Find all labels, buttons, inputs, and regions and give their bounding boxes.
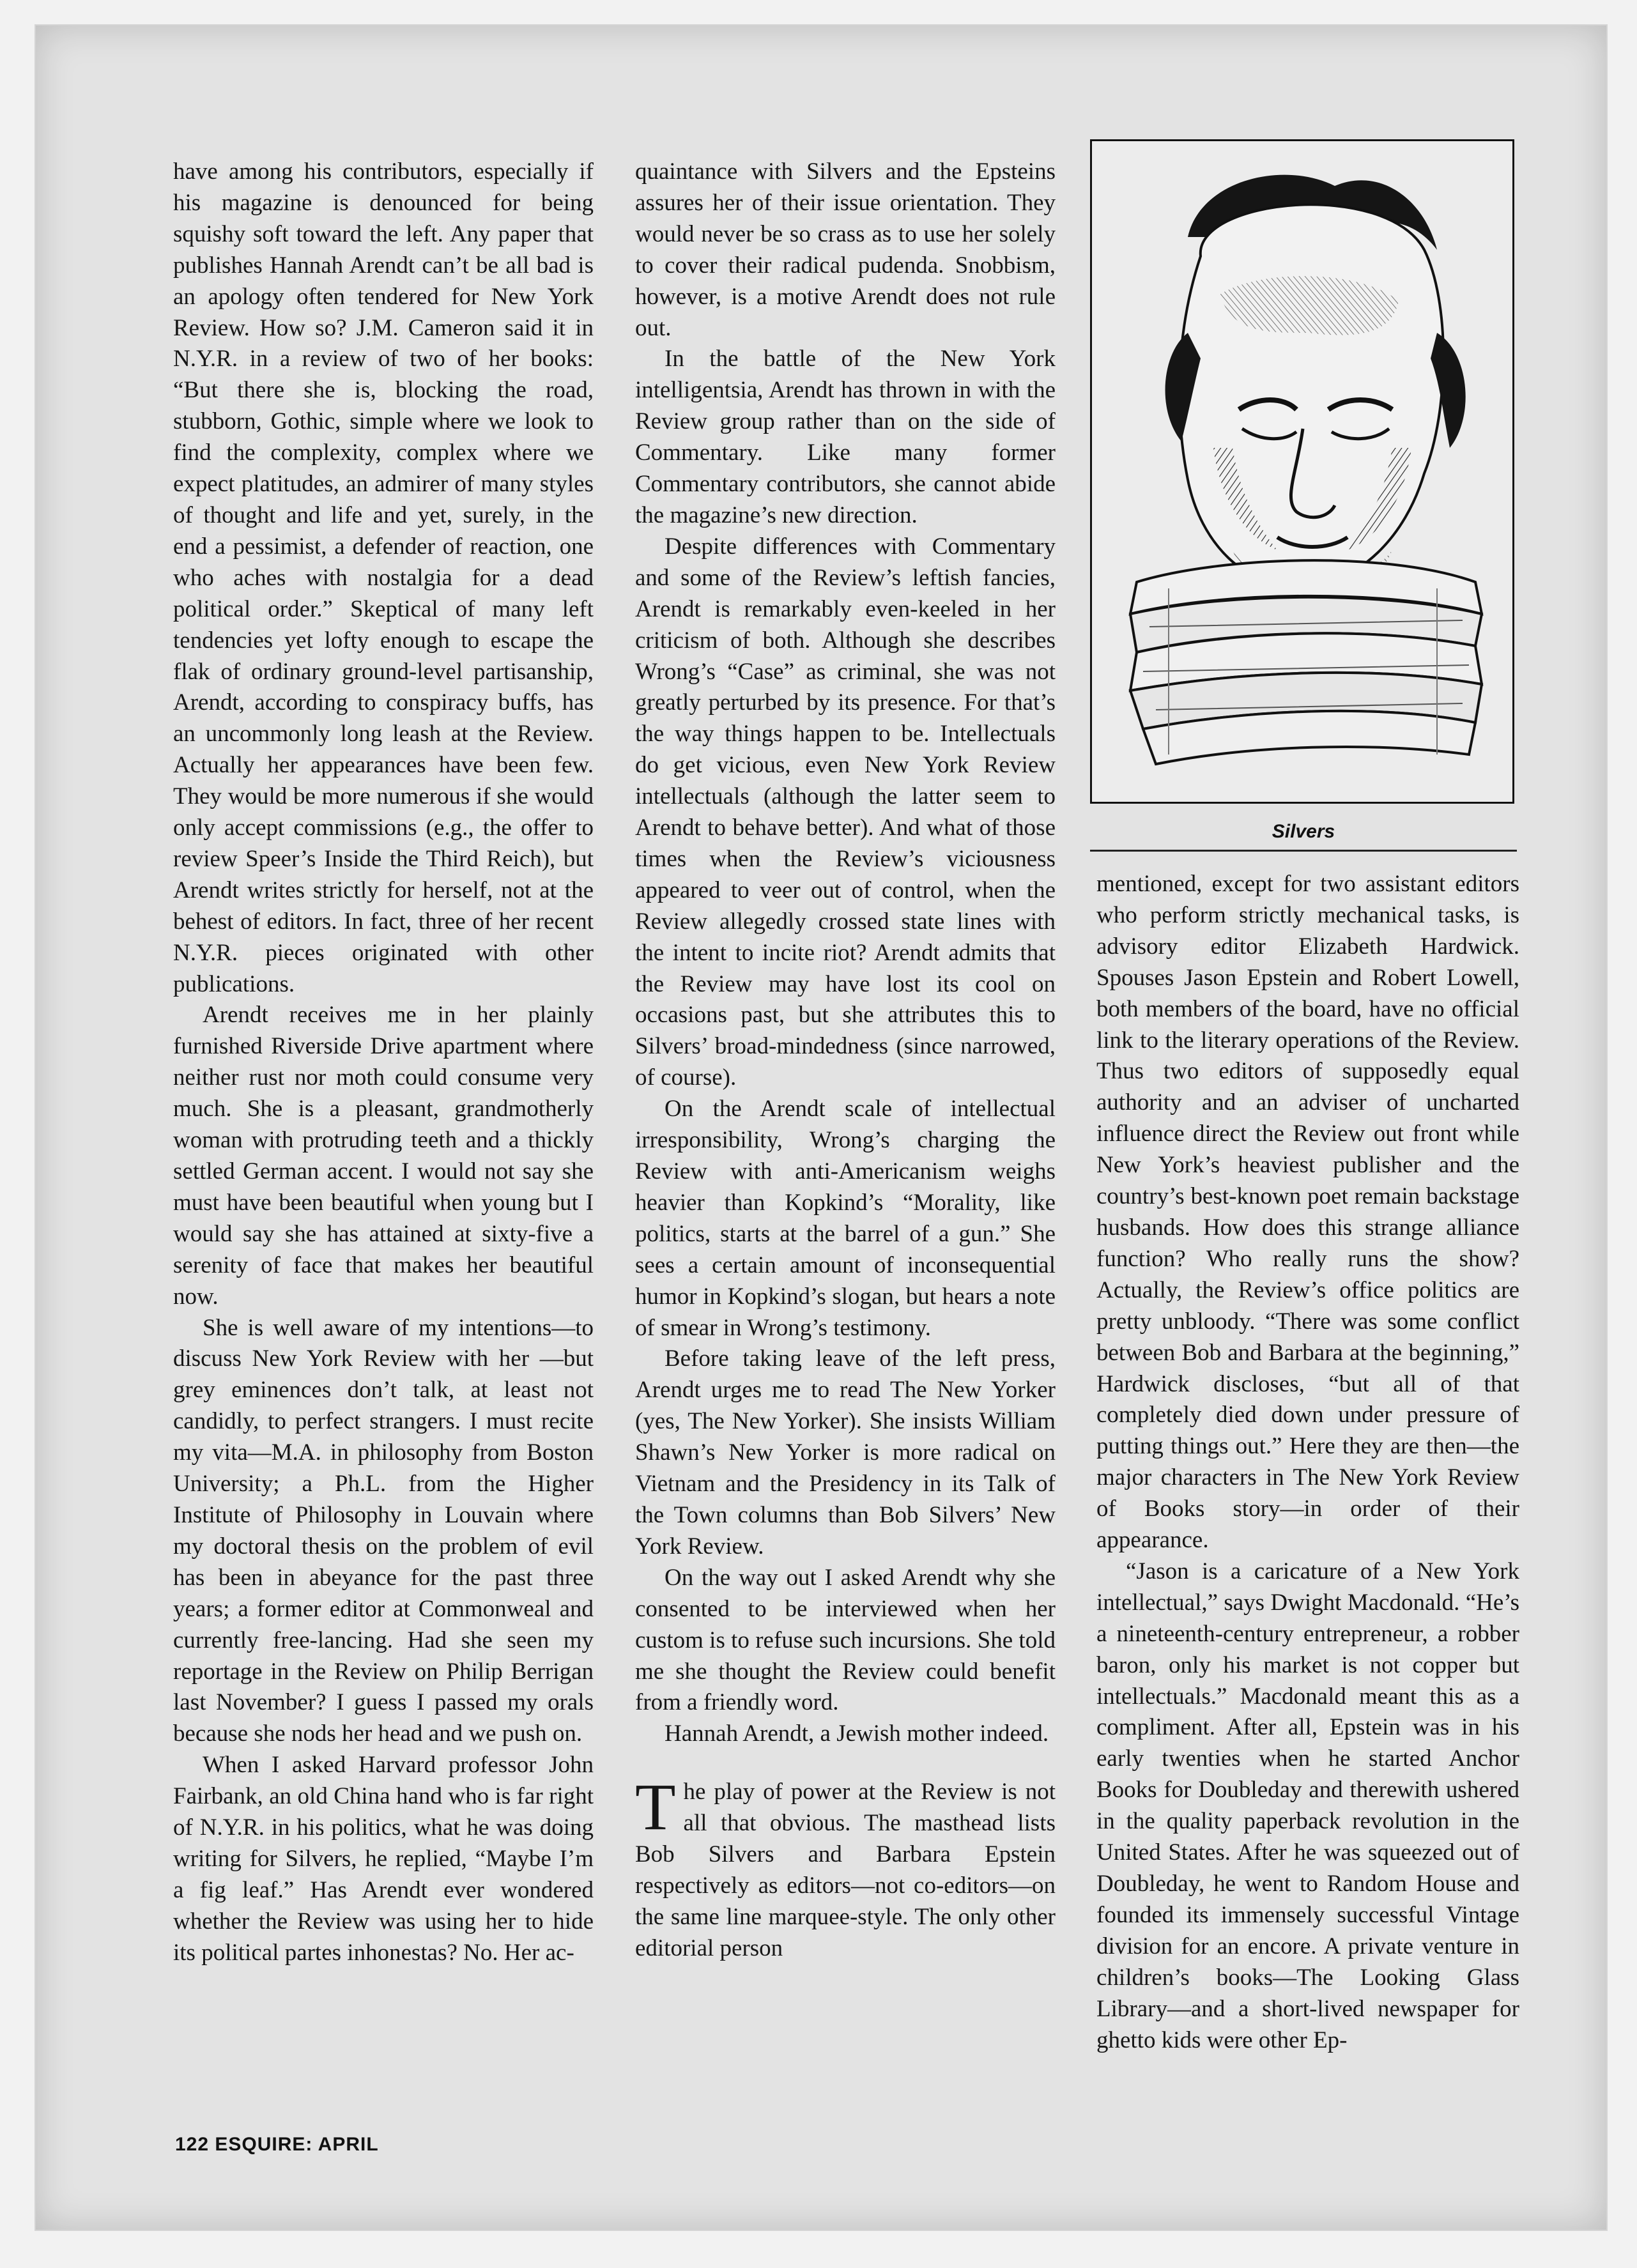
paragraph: mentioned, except for two assistant editors who perform strictly mechanical tasks, is advisory editor Elizabeth Hardwick. Spouses Jason Epstein and Robert Lowell, both members of the board, have no official link to the literary operations of the Review. Thus two editors of supposedly equal authority and an adviser of uncharted influence direct the Review out front while New York’s heaviest publisher and the country’s best-known poet remain backstage husbands. How does this strange alliance function? Who really runs the show? Actually, the Review’s office politics are pretty unbloody. “There was some conflict between Bob and Barbara at the beginning,” Hardwick discloses, “but all of that completely died down under pressure of putting things out.” Here they are then—the major characters in The New York Review of Books story—in order of their appearance. xyxy=(1096,871,1519,1554)
publication-name: ESQUIRE: APRIL xyxy=(215,2134,379,2155)
paragraph: In the battle of the New York intelligentsia, Arendt has thrown in with the Review group rather than on the side of Commentary. Like many former Commentary contributors, she cannot abide the magazine’s new direction. xyxy=(635,346,1056,528)
page-folio xyxy=(175,2134,379,2156)
paragraph: On the Arendt scale of intellectual irresponsibility, Wrong’s charging the Review with anti-Americanism weighs heavier than Kopkind’s “Morality, like politics, starts at the barrel of a gun.” She sees a certain amount of inconsequential humor in Kopkind’s slogan, but hears a note of smear in Wrong’s testimony. xyxy=(635,1096,1056,1341)
paragraph: Arendt receives me in her plainly furnished Riverside Drive apartment where neither rust nor moth could consume very much. She is a pleasant, grandmotherly woman with protruding teeth and a thickly settled German accent. I would not say she must have been beautiful when young but I would say she has attained at sixty-five a serenity of face that makes her beautiful now. xyxy=(173,1002,594,1310)
paragraph: quaintance with Silvers and the Epsteins assures her of their issue orientation. They would never be so crass as to use her solely to cover their radical pudenda. Snobbism, however, is a motive Arendt does not rule out. xyxy=(635,158,1056,341)
drop-cap-paragraph: The play of power at the Review is not all that obvious. The masthead lists Bob Silvers and Barbara Epstein respectively as editors—not co-editors—on the same line marquee-style. The only other editorial person xyxy=(635,1770,1056,1961)
section-break xyxy=(635,1750,1056,1777)
text-column-2 xyxy=(635,157,1056,1961)
paragraph: She is well aware of my intentions—to discuss New York Review with her —but grey eminences don’t talk, at least not candidly, to perfect strangers. I must recite my vita—M.A. in philosophy from Boston University; a Ph.L. from the Higher Institute of Philosophy in Louvain where my doctoral thesis on the problem of evil has been in abeyance for the past three years; a former editor at Commonweal and currently free-lancing. Had she seen my reportage in the Review on Philip Berrigan last November? I guess I passed my orals because she nods her head and we push on. xyxy=(173,1314,594,1747)
caption-rule xyxy=(1090,850,1517,852)
caricature-drawing xyxy=(1092,141,1512,802)
drop-cap-letter: T xyxy=(635,1770,676,1844)
text-column-1 xyxy=(173,157,594,1966)
paragraph: “Jason is a caricature of a New York intellectual,” says Dwight Macdonald. “He’s a nineteenth-century entrepreneur, a robber baron, only his market is not copper but intellectuals.” Macdonald meant this as a compliment. After all, Epstein was in his early twenties when he started Anchor Books for Doubleday and therewith ushered in the quality paperback revolution in the United States. After he was squeezed out of Doubleday, he went to Random House and founded its immensely successful Vintage division for an encore. A private venture in children’s books—The Looking Glass Library—and a short-lived newspaper for ghetto kids were other Ep- xyxy=(1096,1558,1519,2053)
paragraph: Hannah Arendt, a Jewish mother indeed. xyxy=(665,1720,1049,1747)
paragraph: When I asked Harvard professor John Fairbank, an old China hand who is far right of N.Y.R. in his politics, what he was doing writing for Silvers, he replied, “Maybe I’m a fig leaf.” Has Arendt ever wondered whether the Review was using her to hide its political partes inhonestas? No. Her ac- xyxy=(173,1752,594,1966)
text-column-3 xyxy=(1096,869,1519,2236)
paragraph: On the way out I asked Arendt why she consented to be interviewed when her custom is to refuse such incursions. She told me she thought the Review could benefit from a friendly word. xyxy=(635,1564,1056,1716)
caricature-illustration xyxy=(1090,139,1517,810)
illustration-frame xyxy=(1090,139,1514,804)
paragraph: have among his contributors, especially if his magazine is denounced for being squishy soft toward the left. Any paper that publishes Hannah Arendt can’t be all bad is an apology often tendered for New York Review. How so? J.M. Cameron said it in N.Y.R. in a review of two of her books: “But there she is, blocking the road, stubborn, Gothic, simple where we look to find the complexity, complex where we expect platitudes, an admirer of many styles of thought and life and yet, surely, in the end a pessimist, a defender of reaction, one who aches with nostalgia for a dead political order.” Skeptical of many left tendencies yet lofty enough to escape the flak of ordinary ground-level partisanship, Arendt, according to conspiracy buffs, has an uncommonly long leash at the Review. Actually her appearances have been few. They would be more numerous if she would only accept commissions (e.g., the offer to review Speer’s Inside the Third Reich), but Arendt writes strictly for herself, not at the behest of editors. In fact, three of her recent N.Y.R. pieces originated with other publications. xyxy=(173,158,594,997)
magazine-page xyxy=(36,26,1606,2230)
page-number: 122 xyxy=(175,2134,210,2155)
paragraph: Before taking leave of the left press, Arendt urges me to read The New Yorker (yes, The New Yorker). She insists William Shawn’s New Yorker is more radical on Vietnam and the Presidency in its Talk of the Town columns than Bob Silvers’ New York Review. xyxy=(635,1345,1056,1559)
illustration-caption: Silvers xyxy=(1272,821,1335,842)
paragraph: Despite differences with Commentary and some of the Review’s leftish fancies, Arendt is remarkably even-keeled in her criticism of both. Although she describes Wrong’s “Case” as criminal, she was not greatly perturbed by its presence. For that’s the way things happen to be. Intellectuals do get vicious, even New York Review intellectuals (although the latter seem to Arendt to behave better). And what of those times when the Review’s viciousness appeared to veer out of control, when the Review allegedly crossed state lines with the intent to incite riot? Arendt admits that the Review may have lost its cool on occasions past, but she attributes this to Silvers’ broad-mindedness (since narrowed, of course). xyxy=(635,533,1056,1091)
